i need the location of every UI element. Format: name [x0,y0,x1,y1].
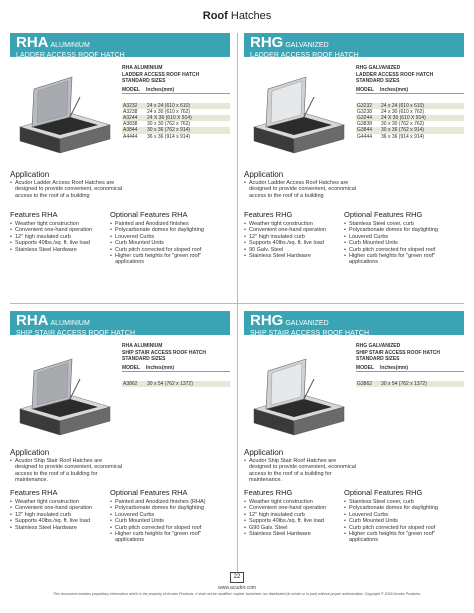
list-item: • Acudor Ladder Access Roof Hatches are designed to provide convenient, economical access to the roof of a building [15,180,125,199]
product-banner [10,33,230,57]
list-item: • Polycarbonate domes for daylighting [349,505,462,511]
size: 30 x 36 (762 x 914) [147,127,191,134]
optional-features-title: Optional Features RHA [110,488,188,497]
list-item: • Stainless Steel Hardware [249,253,344,259]
list-item: • Acudor Ship Stair Roof Hatches are designed to provide convenient, economical access to the roof of a building for maintenance. [249,458,359,484]
product-text [10,444,230,579]
model-number: A3838 [123,121,138,128]
spec-heading-line: SHIP STAIR ACCESS ROOF HATCH [122,349,206,356]
spec-column-header: Inches(mm) [146,364,175,371]
features-title: Features RHG [244,488,293,497]
optional-features-title: Optional Features RHG [344,488,423,497]
product-text [244,444,464,579]
spec-column-headers [122,365,230,372]
model-number: A3844 [123,127,138,134]
list-item: • Supports 40lbs./sq. ft. live load [249,518,344,524]
list-item: • Polycarbonate domes for daylighting [115,505,228,511]
spec-heading-line: STANDARD SIZES [122,78,166,84]
roof-hatch-image [244,61,352,165]
product-subtitle: LADDER ACCESS ROOF HATCH [250,52,359,59]
model-number: G3838 [357,121,373,128]
list-item: • 12" high insulated curb [15,512,110,518]
spec-row [122,381,230,387]
model-number: G3244 [357,114,373,121]
spec-heading [356,65,464,85]
website-url[interactable]: www.acudor.com [218,585,256,591]
list-item: • Stainless Steel cover, curb [349,221,462,227]
list-item: • Curb pitch corrected for sloped roof [115,247,228,253]
list-item: • Supports 40lbs./sq. ft. live load [249,240,344,246]
list-item: • Stainless Steel Hardware [15,525,110,531]
spec-heading [122,343,230,363]
size: 24 x 24 (610 x 610) [147,102,191,109]
product-material: GALVANIZED [285,320,329,327]
list-item: • Convenient one-hand operation [15,227,110,233]
model-number: G3844 [357,127,373,134]
model-number: A4444 [123,133,138,140]
product-body [244,339,464,444]
roof-hatch-image [10,339,118,443]
list-item: • Higher curb heights for "green roof" applications [115,531,228,544]
spec-heading-line: RHG GALVANIZED [356,65,401,71]
list-item: • Stainless Steel cover, curb [349,499,462,505]
product-material: ALUMINIUM [50,320,90,327]
spec-heading-line: STANDARD SIZES [356,78,400,84]
product-body [244,61,464,166]
spec-heading-line: STANDARD SIZES [356,356,400,362]
optional-features-title: Optional Features RHA [110,210,188,219]
spec-heading-line: RHA ALUMINIUM [122,343,163,349]
list-item: • Painted and Anodized finishes [115,221,228,227]
model-number: A3238 [123,108,138,115]
spec-column-header: MODEL [122,86,141,93]
page-number: 22 [230,572,244,583]
spec-heading-line: STANDARD SIZES [122,356,166,362]
product-code: RHG [250,34,284,51]
list-item: • Supports 40lbs./sq. ft. live load [15,518,110,524]
list-item: • Curb Mounted Units [349,240,462,246]
lid-support-arm [304,97,314,117]
features-list [244,499,344,537]
list-item: • 12" high insulated curb [249,234,344,240]
model-number: G3232 [357,102,373,109]
vertical-divider [237,33,238,573]
spec-column-header: MODEL [122,364,141,371]
product-rhg-ladder [244,33,464,301]
product-banner [244,311,464,335]
spec-row [122,134,230,140]
spec-rows [122,381,230,387]
product-subtitle: SHIP STAIR ACCESS ROOF HATCH [16,330,136,337]
list-item: • Higher curb heights for "green roof" applications [349,253,462,266]
application-title: Application [10,170,50,179]
optional-features-list [344,499,462,544]
list-item: • G90 Galv. Steel [249,525,344,531]
features-title: Features RHG [244,210,293,219]
product-code: RHA [16,312,49,329]
list-item: • 12" high insulated curb [15,234,110,240]
product-rha-ship-stair [10,311,230,579]
list-item: • Painted and Anodized finishes (RHA) [115,499,228,505]
list-item: • Weather tight construction [15,499,110,505]
spec-rows [122,103,230,140]
list-item: • Louvered Curbs [115,234,228,240]
product-subtitle: SHIP STAIR ACCESS ROOF HATCH [250,330,370,337]
product-banner [244,33,464,57]
product-text [10,166,230,301]
spec-column-header: Inches(mm) [146,86,175,93]
model-number: A3244 [123,114,138,121]
spec-column-header: MODEL [356,364,375,371]
list-item: • Curb pitch corrected for sloped roof [115,525,228,531]
size: 24 X 36 (610 X 914) [381,114,426,121]
features-list [10,221,110,253]
application-list [244,180,359,199]
lid-support-arm [70,97,80,117]
list-item: • Louvered Curbs [349,234,462,240]
model-number: G3862 [357,380,373,387]
list-item: • Curb pitch corrected for sloped roof [349,247,462,253]
list-item: • Weather tight construction [249,221,344,227]
product-rha-ladder [10,33,230,301]
roof-hatch-image [10,61,118,165]
spec-column-header: Inches(mm) [380,86,409,93]
size: 24 x 30 (610 x 762) [381,108,425,115]
spec-column-headers [122,87,230,94]
list-item: • Polycarbonate domes for daylighting [115,227,228,233]
optional-features-title: Optional Features RHG [344,210,423,219]
list-item: • Curb Mounted Units [115,518,228,524]
spec-rows [356,103,464,140]
product-body [10,61,230,166]
list-item: • 90 Galv. Steel [249,247,344,253]
model-number: A3862 [123,380,138,387]
list-item: • Acudor Ladder Access Roof Hatches are designed to provide convenient, economical access to the roof of a building [249,180,359,199]
list-item: • Weather tight construction [249,499,344,505]
product-code: RHA [16,34,49,51]
model-number: G3238 [357,108,373,115]
spec-rows [356,381,464,387]
list-item: • Higher curb heights for "green roof" applications [115,253,228,266]
list-item: • Polycarbonate domes for daylighting [349,227,462,233]
features-list [244,221,344,259]
spec-heading-line: LADDER ACCESS ROOF HATCH [356,71,434,78]
list-item: • Stainless Steel Hardware [249,531,344,537]
roof-hatch-image [244,339,352,443]
list-item: • Louvered Curbs [115,512,228,518]
application-list [10,458,125,484]
spec-heading [356,343,464,363]
spec-row [356,381,464,387]
list-item: • Convenient one-hand operation [249,227,344,233]
list-item: • 12" high insulated curb [249,512,344,518]
spec-heading-line: RHG GALVANIZED [356,343,401,349]
list-item: • Higher curb heights for "green roof" applications [349,531,462,544]
features-list [10,499,110,531]
list-item: • Convenient one-hand operation [15,505,110,511]
model-number: G4444 [357,133,373,140]
standard-sizes-table [356,343,464,387]
features-block [10,210,110,253]
list-item: • Curb pitch corrected for sloped roof [349,525,462,531]
list-item: • Louvered Curbs [349,512,462,518]
product-text [244,166,464,301]
list-item: • Weather tight construction [15,221,110,227]
optional-features-list [110,499,228,544]
application-title: Application [10,448,50,457]
list-item: • Supports 40lbs./sq. ft. live load [15,240,110,246]
features-block [10,488,110,531]
product-body [10,339,230,444]
disclaimer: This document contains proprietary information which is the property of Acudor Products. It shall not be modified, copied, furnished, nor distributed (in whole or in part) without proper authorization. Copyright © 2018 Acudor Products. [53,592,421,596]
size: 30 x 36 (762 x 914) [381,127,425,134]
standard-sizes-table [122,343,230,387]
spec-column-header: Inches(mm) [380,364,409,371]
application-title: Application [244,448,284,457]
spec-heading-line: LADDER ACCESS ROOF HATCH [122,71,200,78]
product-rhg-ship-stair [244,311,464,579]
optional-features-block [110,488,228,544]
page-title: Roof Hatches [202,10,272,22]
size: 30 x 54 (762 x 1372) [381,380,427,387]
size: 30 x 54 (762 x 1372) [147,380,193,387]
application-list [10,180,125,199]
product-material: ALUMINIUM [50,42,90,49]
features-title: Features RHA [10,210,58,219]
size: 36 x 36 (914 x 914) [381,133,425,140]
lid-support-arm [70,379,80,399]
model-number: A3232 [123,102,138,109]
product-code: RHG [250,312,284,329]
size: 24 x 24 (610 x 610) [381,102,425,109]
features-title: Features RHA [10,488,58,497]
spec-heading-line: RHA ALUMINIUM [122,65,163,71]
spec-column-headers [356,365,464,372]
spec-column-headers [356,87,464,94]
list-item: • Curb Mounted Units [349,518,462,524]
size: 30 x 30 (762 x 762) [147,121,191,128]
product-material: GALVANIZED [285,42,329,49]
list-item: • Curb Mounted Units [115,240,228,246]
size: 24 x 30 (610 x 762) [147,108,191,115]
product-subtitle: LADDER ACCESS ROOF HATCH [16,52,125,59]
features-block [244,488,344,537]
application-list [244,458,359,484]
list-item: • Convenient one-hand operation [249,505,344,511]
spec-heading [122,65,230,85]
spec-heading-line: SHIP STAIR ACCESS ROOF HATCH [356,349,440,356]
optional-features-list [110,221,228,266]
optional-features-block [110,210,228,266]
product-banner [10,311,230,335]
features-block [244,210,344,259]
size: 30 x 30 (762 x 762) [381,121,425,128]
optional-features-list [344,221,462,266]
lid-support-arm [304,379,314,399]
optional-features-block [344,210,462,266]
size: 24 X 36 (610 X 914) [147,114,192,121]
standard-sizes-table [122,65,230,140]
application-title: Application [244,170,284,179]
optional-features-block [344,488,462,544]
spec-column-header: MODEL [356,86,375,93]
size: 36 x 36 (914 x 914) [147,133,191,140]
list-item: • Acudor Ship Stair Roof Hatches are designed to provide convenient, economical access to the roof of a building for maintenance. [15,458,125,484]
standard-sizes-table [356,65,464,140]
list-item: • Stainless Steel Hardware [15,247,110,253]
spec-row [356,134,464,140]
